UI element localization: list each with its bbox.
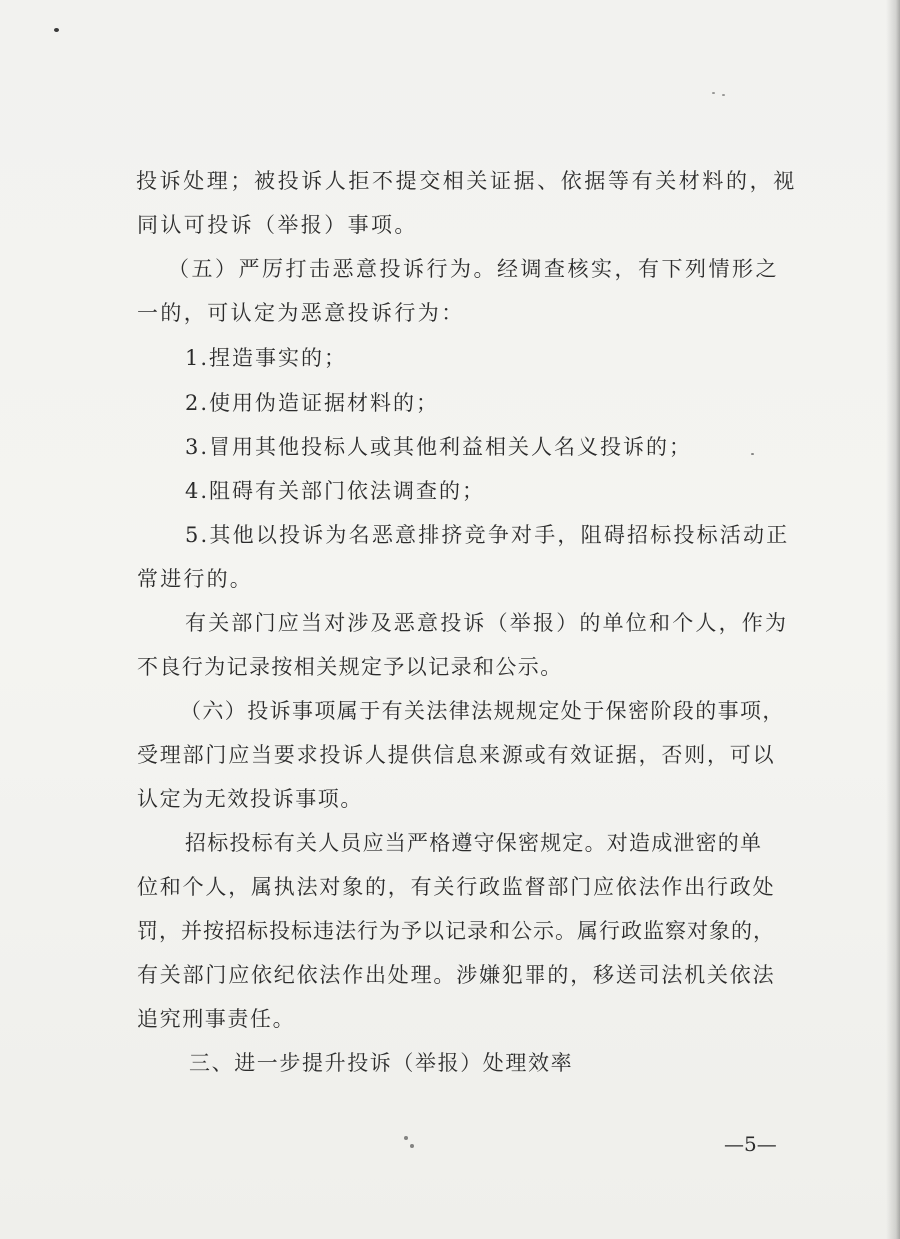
list-item-2: 2.使用伪造证据材料的；: [185, 391, 440, 415]
text-line-4: 一的，可认定为恶意投诉行为：: [137, 301, 465, 325]
text-line-19: 有关部门应依纪依法作出处理。涉嫌犯罪的，移送司法机关依法: [137, 963, 776, 987]
list-item-5: 5.其他以投诉为名恶意排挤竞争对手，阻碍招标投标活动正: [185, 523, 790, 547]
page-number: —5—: [724, 1132, 777, 1156]
text-line-11: 有关部门应当对涉及恶意投诉（举报）的单位和个人，作为: [185, 611, 789, 635]
list-item-3: 3.冒用其他投标人或其他利益相关人名义投诉的；: [185, 435, 693, 459]
scan-speck: [722, 94, 725, 96]
scan-speck: [54, 28, 59, 32]
text-line-1: 投诉处理；被投诉人拒不提交相关证据、依据等有关材料的，视: [136, 169, 797, 193]
text-line-15: 认定为无效投诉事项。: [137, 787, 363, 811]
text-line-17: 位和个人，属执法对象的，有关行政监督部门应依法作出行政处: [137, 875, 776, 899]
text-line-12: 不良行为记录按相关规定予以记录和公示。: [137, 655, 563, 679]
scan-edge-shadow: [886, 0, 900, 1239]
text-line-10: 常进行的。: [137, 567, 253, 591]
text-line-13: （六）投诉事项属于有关法律法规规定处于保密阶段的事项，: [180, 699, 785, 723]
list-item-4: 4.阻碍有关部门依法调查的；: [185, 479, 486, 503]
list-item-1: 1.捏造事实的；: [185, 346, 348, 370]
text-line-18: 罚，并按招标投标违法行为予以记录和公示。属行政监察对象的，: [137, 919, 775, 943]
text-line-20: 追究刑事责任。: [137, 1007, 296, 1031]
text-line-16: 招标投标有关人员应当严格遵守保密规定。对造成泄密的单: [185, 831, 763, 855]
text-line-3: （五）严厉打击恶意投诉行为。经调查核实，有下列情形之: [168, 257, 779, 281]
text-line-2: 同认可投诉（举报）事项。: [137, 213, 418, 237]
text-line-14: 受理部门应当要求投诉人提供信息来源或有效证据，否则，可以: [137, 743, 776, 767]
scan-speck: [410, 1144, 414, 1148]
scan-speck: [751, 453, 754, 455]
section-heading: 三、进一步提升投诉（举报）处理效率: [189, 1051, 574, 1075]
scan-speck: [404, 1136, 408, 1140]
scan-speck: [712, 92, 715, 94]
